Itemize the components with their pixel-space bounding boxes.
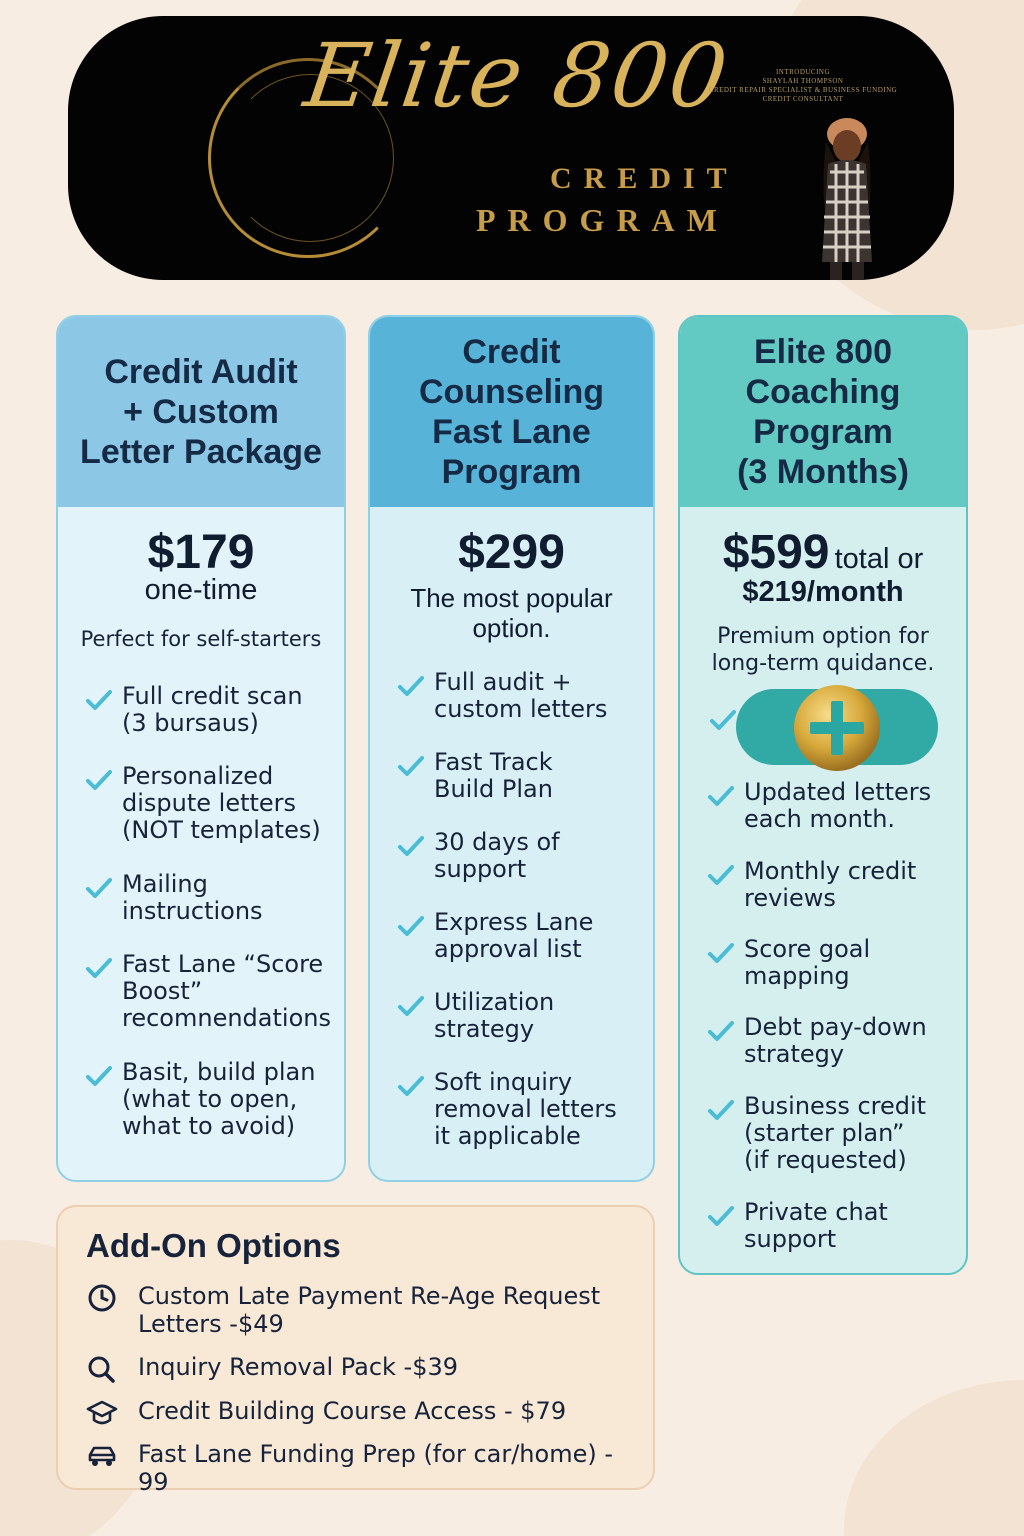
feature-text: Utilization [434,988,555,1016]
plan-title [58,317,344,507]
addon-text: Inquiry Removal Pack -$39 [138,1353,459,1381]
graduation-cap-icon [86,1399,118,1427]
feature-item [398,829,643,883]
feature-text: Full audit + [434,668,572,696]
brand-line-program: PROGRAM [476,202,729,238]
plan-title [680,317,966,507]
feature-text: Express Lane [434,908,594,936]
plan-price: $179 [147,526,255,579]
feature-text: Private chat [744,1198,888,1226]
feature-item [398,909,643,963]
feature-item [398,1069,643,1150]
feature-item [708,1199,956,1253]
feature-text: Full credit scan [122,682,303,710]
clock-icon [86,1284,118,1312]
search-icon [86,1355,118,1383]
feature-item [708,779,956,833]
feature-item [708,1093,956,1174]
promo-line: INTRODUCING [775,68,831,76]
check-icon [398,675,424,697]
plan-card-audit[interactable] [56,315,346,1182]
feature-item [398,669,643,723]
tagline-line: Premium option for [717,624,929,649]
check-icon [86,1065,112,1087]
check-icon [708,1205,734,1227]
feature-text: Updated letters [744,778,932,806]
check-icon [86,769,112,791]
feature-text: 30 days of [434,828,560,856]
feature-item [708,858,956,912]
plan-card-fast-lane[interactable] [368,315,655,1182]
feature-text: recomnendations [122,1004,331,1032]
promo-text [688,68,918,104]
addon-item[interactable] [86,1440,643,1496]
feature-text: Mailing [122,870,208,898]
plan-title-line: Credit [462,333,561,371]
plan-title-line: Elite 800 [754,333,892,371]
price-block [58,525,344,607]
check-icon [398,915,424,937]
addon-text: Fast Lane Funding Prep (for car/home) - 99 [138,1440,613,1496]
check-icon [710,709,736,731]
plan-title-line: Credit Audit [104,353,298,391]
feature-text: Debt pay-down [744,1013,927,1041]
feature-item [86,683,334,737]
addon-text: Custom Late Payment Re-Age Request [138,1282,601,1310]
check-icon [708,785,734,807]
plan-tagline [680,623,966,677]
plan-title-line: Program [753,413,893,451]
feature-text: removal letters [434,1095,617,1123]
addon-item[interactable] [86,1353,643,1381]
tagline-line: The most popular [410,583,613,613]
bg-blob [844,1380,1024,1536]
feature-text: Boost” [122,977,203,1005]
feature-text: Score goal [744,935,871,963]
check-icon [398,835,424,857]
feature-text: strategy [744,1040,845,1068]
feature-item [398,989,643,1043]
feature-text: Fast Track [434,748,553,776]
addon-text: Letters -$49 [138,1310,284,1338]
plan-title-line: Program [441,453,582,491]
feature-text: strategy [434,1015,535,1043]
plan-card-elite-coaching[interactable] [678,315,968,1275]
feature-text: custom letters [434,695,608,723]
check-icon [86,957,112,979]
plan-title-line: (3 Months) [737,453,909,491]
plan-tagline: Perfect for self-starters [80,627,322,651]
feature-text: (starter plan” [744,1119,905,1147]
feature-text: Business credit [744,1092,927,1120]
tagline-line: long-term quidance. [711,651,935,676]
tagline-line: option. [472,613,551,643]
feature-text: dispute letters [122,789,297,817]
plan-price: $299 [458,526,565,579]
feature-text: Build Plan [434,775,553,803]
feature-text: it applicable [434,1122,581,1150]
feature-text: Soft inquiry [434,1068,573,1096]
plan-price-suffix: total or [834,543,924,575]
feature-text: (what to open, [122,1085,298,1113]
check-icon [398,755,424,777]
feature-text: support [744,1225,837,1253]
car-icon [86,1442,118,1470]
feature-text: Monthly credit [744,857,917,885]
promo-line: SHAYLAH THOMPSON [762,77,844,85]
addon-item[interactable] [86,1282,643,1338]
check-icon [86,689,112,711]
addon-options-panel [56,1205,655,1496]
addon-item[interactable] [86,1397,643,1425]
plan-title-line: Letter Package [80,433,322,471]
feature-text: each month. [744,805,896,833]
feature-item [86,871,334,925]
feature-text: (NOT templates) [122,816,321,844]
header-banner [68,16,954,280]
check-icon [708,942,734,964]
feature-text: mapping [744,962,850,990]
feature-item [398,749,643,803]
plan-price: $599 [722,526,830,579]
gold-plus-icon[interactable] [792,683,882,773]
plan-title-line: + Custom [123,393,279,431]
feature-text: approval list [434,935,582,963]
feature-text: what to avoid) [122,1112,296,1140]
feature-item [708,936,956,990]
portrait-image [812,112,882,280]
feature-text: Personalized [122,762,274,790]
feature-text: support [434,855,527,883]
check-icon [708,1099,734,1121]
plan-price-sub: one-time [144,574,258,606]
feature-text: Fast Lane “Score [122,950,324,978]
check-icon [398,1075,424,1097]
brand-name: Elite 800 [298,24,736,127]
brand-line-credit: CREDIT [550,162,739,195]
plan-price-monthly: $219/month [742,576,904,608]
feature-text: (if requested) [744,1146,907,1174]
feature-text: instructions [122,897,263,925]
addons-title: Add-On Options [86,1227,341,1264]
feature-item [86,951,334,1032]
plan-title-line: Coaching [745,373,901,411]
plan-title [370,317,653,507]
plan-title-line: Fast Lane [432,413,591,451]
price-block [370,525,653,580]
feature-text: (3 bursaus) [122,709,259,737]
feature-text: Basit, build plan [122,1058,316,1086]
feature-item [86,1059,334,1140]
check-icon [708,864,734,886]
check-icon [708,1020,734,1042]
check-icon [398,995,424,1017]
plan-title-line: Counseling [418,373,605,411]
promo-line: CREDIT REPAIR SPECIALIST & BUSINESS FUNDING [708,86,898,94]
addon-text: Credit Building Course Access - $79 [138,1397,567,1425]
price-block [680,525,966,609]
check-icon [86,877,112,899]
feature-item [708,1014,956,1068]
feature-item [86,763,334,844]
plan-tagline [370,583,653,643]
feature-text: reviews [744,884,836,912]
promo-line: CREDIT CONSULTANT [762,95,844,103]
